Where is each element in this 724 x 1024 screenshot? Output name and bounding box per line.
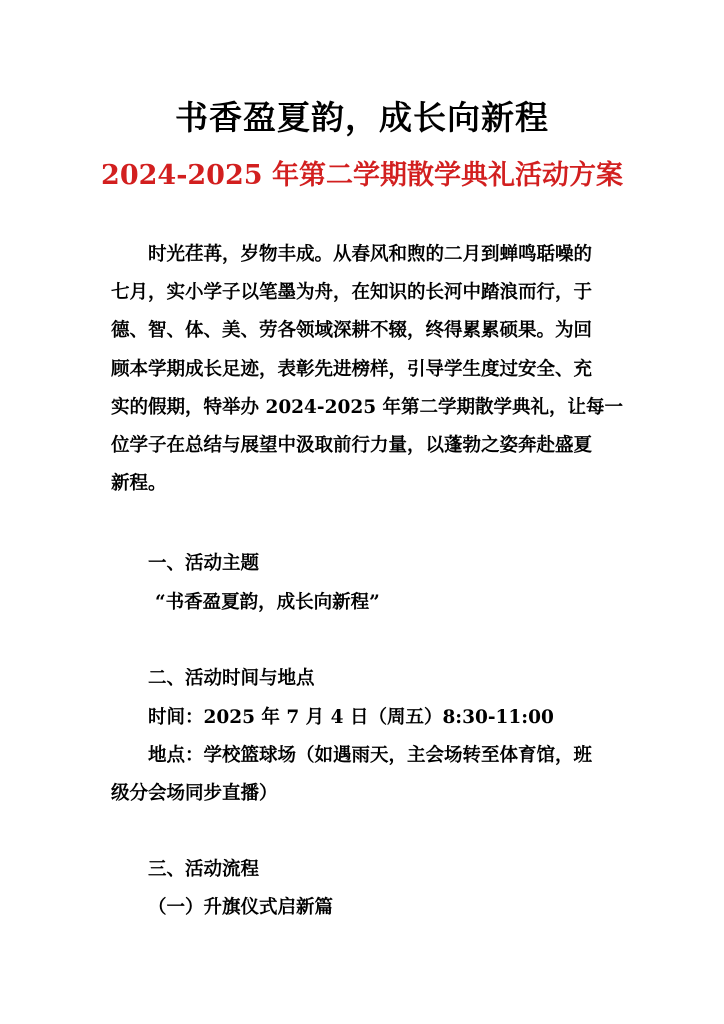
activity-theme: “书香盈夏韵，成长向新程” xyxy=(155,592,380,613)
document-subtitle: 2024-2025 年第二学期散学典礼活动方案 xyxy=(101,160,623,191)
intro-line-2: 七月，实小学子以笔墨为舟，在知识的长河中踏浪而行，于 xyxy=(111,282,593,303)
section-2-heading: 二、活动时间与地点 xyxy=(148,668,315,689)
intro-line-4: 顾本学期成长足迹，表彰先进榜样，引导学生度过安全、充 xyxy=(111,359,593,380)
section-1-heading: 一、活动主题 xyxy=(148,553,260,574)
activity-time: 时间：2025 年 7 月 4 日（周五）8:30-11:00 xyxy=(148,707,554,728)
section-3-sub-1: （一）升旗仪式启新篇 xyxy=(148,897,334,918)
document-title: 书香盈夏韵，成长向新程 xyxy=(175,98,549,137)
activity-place-line-1: 地点：学校篮球场（如遇雨天，主会场转至体育馆，班 xyxy=(148,745,593,766)
section-3-heading: 三、活动流程 xyxy=(148,859,260,880)
intro-line-1: 时光荏苒，岁物丰成。从春风和煦的二月到蝉鸣聒噪的 xyxy=(111,244,593,265)
intro-line-3: 德、智、体、美、劳各领域深耕不辍，终得累累硕果。为回 xyxy=(111,320,593,341)
intro-line-7: 新程。 xyxy=(111,473,167,494)
intro-line-5: 实的假期，特举办 2024-2025 年第二学期散学典礼，让每一 xyxy=(111,397,624,418)
activity-place-line-2: 级分会场同步直播） xyxy=(111,783,278,804)
intro-line-6: 位学子在总结与展望中汲取前行力量，以蓬勃之姿奔赴盛夏 xyxy=(111,435,593,456)
